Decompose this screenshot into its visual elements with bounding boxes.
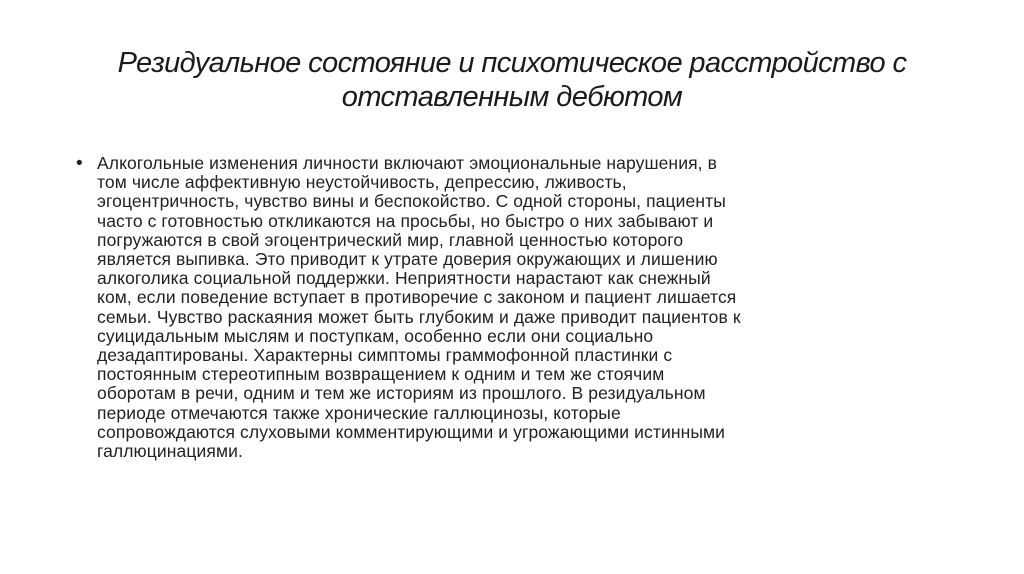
- slide-title: [60, 46, 964, 114]
- body-line: том числе аффективную неустойчивость, депрессию, лживость,: [97, 172, 627, 193]
- body-line: часто с готовностью откликаются на просьбы, но быстро о них забывают и: [97, 210, 714, 231]
- body-line: суицидальным мыслям и поступкам, особенно если они социально: [97, 325, 654, 346]
- body-line: оборотам в речи, одним и тем же историям из прошлого. В резидуальном: [97, 383, 706, 404]
- body-line: сопровождаются слуховыми комментирующими и угрожающими истинными: [97, 421, 726, 442]
- body-line: ком, если поведение вступает в противоречие с законом и пациент лишается: [97, 287, 737, 308]
- body-line: является выпивка. Это приводит к утрате доверия окружающих и лишению: [97, 249, 718, 270]
- title-line-2: отставленным дебютом: [341, 81, 683, 113]
- bullet-marker: •: [76, 153, 83, 174]
- body-line: Алкогольные изменения личности включают эмоциональные нарушения, в: [97, 153, 717, 173]
- body-line: галлюцинациями.: [97, 441, 243, 462]
- body-line: алкоголика социальной поддержки. Неприятности нарастают как снежный: [97, 268, 711, 289]
- body-line: эгоцентричность, чувство вины и беспокойство. С одной стороны, пациенты: [97, 191, 726, 212]
- body-line: постоянным стереотипным возвращением к одним и тем же стоячим: [97, 364, 665, 385]
- body-line: периоде отмечаются также хронические галлюцинозы, которые: [97, 402, 621, 423]
- body-line: погружаются в свой эгоцентрический мир, главной ценностью которого: [97, 229, 684, 250]
- title-line-1: Резидуальное состояние и психотическое расстройство с: [117, 47, 907, 79]
- body-line: семьи. Чувство раскаяния может быть глубоким и даже приводит пациентов к: [97, 306, 741, 327]
- bullet-text: [97, 154, 741, 461]
- body-line: дезадаптированы. Характерны симптомы граммофонной пластинки с: [97, 345, 673, 366]
